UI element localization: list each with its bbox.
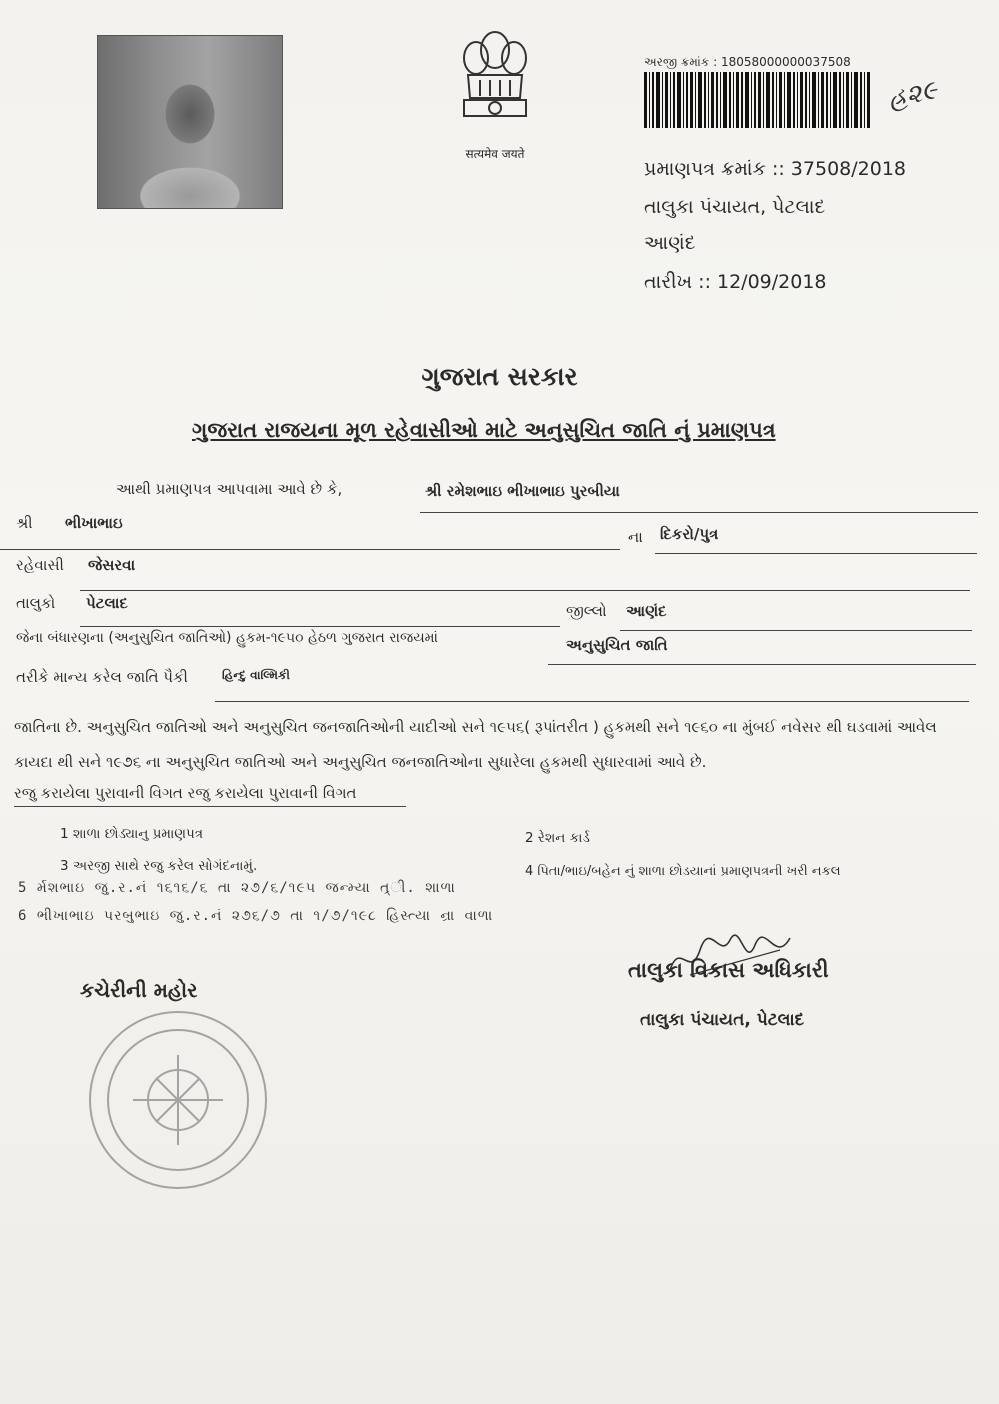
issuing-place: આણંદ [644, 232, 696, 254]
relation-underline [655, 553, 977, 554]
applicant-name: શ્રી રમેશભાઇ ભીખાભાઇ પુરબીયા [425, 482, 620, 500]
village-underline [80, 590, 970, 591]
village: જેસરવા [88, 556, 136, 574]
district: આણંદ [626, 602, 667, 620]
emblem-motto: सत्यमेव जयते [465, 147, 525, 161]
barcode [644, 72, 870, 128]
handwritten-note: હ્ર૨૯ [885, 75, 940, 115]
applicant-photo [97, 35, 283, 209]
taluka-label: તાલુકો [16, 594, 56, 612]
evidence-heading: રજુ કરાયેલા પુરાવાની વિગત રજુ કરાયેલા પુરાવાની વિગત [14, 784, 357, 802]
constitution-label: જેના બંધારણના (અનુસુચિત જાતિઓ) હુકમ-૧૯૫૦ હેઠળ ગુજરાત રાજયમાં [16, 630, 438, 646]
category-underline [548, 664, 976, 665]
taluka-underline [80, 626, 560, 627]
father-name: ભીખાભાઇ [65, 514, 123, 532]
intro-label: આથી પ્રમાણપત્ર આપવામા આવે છે કે, [116, 480, 343, 498]
application-number: અરજી ક્રમાંક : 18058000000037508 [644, 55, 851, 69]
certificate-title: ગુજરાત રાજયના મૂળ રહેવાસીઓ માટે અનુસુચિત જાતિ નું પ્રમાણપત્ર [192, 418, 776, 442]
category: અનુસુચિત જાતિ [566, 636, 668, 654]
certificate-number: પ્રમાણપત્ર ક્રમાંક :: 37508/2018 [644, 158, 906, 180]
officer-office: તાલુકા પંચાયત, પેટલાદ [640, 1010, 805, 1030]
document-item: 2 રેશન કાર્ડ [525, 830, 590, 846]
document-item: 4 પિતા/ભાઇ/બહેન નું શાળા છોડયાનાં પ્રમાણપત્રની ખરી નકલ [525, 864, 841, 879]
document-item: 1 શાળા છોડ્યાનુ પ્રમાણપત્ર [60, 826, 204, 842]
relation: દિકરો/પુત્ર [660, 525, 719, 543]
government-heading: ગુજરાત સરકાર [421, 362, 578, 391]
father-underline [0, 549, 620, 550]
district-underline [620, 630, 972, 631]
document-item: 3 અરજી સાથે રજુ કરેલ સોગંદનામું. [60, 858, 258, 874]
seal-label: કચેરીની મહોર [80, 978, 198, 1002]
legal-paragraph: જાતિના છે. અનુસુચિત જાતિઓ અને અનુસુચિત જનજાતિઓની યાદીઓ સને ૧૯૫૬( રૂપાંતરીત ) હુકમથી સને ૧૯૬૦ ના મુંબઈ નવેસર થી ઘડવામાં આવેલ કાયદા થી સને ૧૯૭૬ ના અનુસુચિત જાતિઓ અને અનુસુચિત જનજાતિઓના સુધારેલા હુકમથી સુધારવામાં આવે છે. [14, 718, 937, 771]
handwritten-entry: 6 ભીખાભાઇ પરબુભાઇ જુ.ર.નં ૨૭૬/૭ તા ૧/૭/૧૯૮ હિસ્ત્યા ન્રા વાળા [18, 908, 494, 924]
district-label: જીલ્લો [566, 602, 607, 620]
name-underline [420, 512, 978, 513]
officer-designation: તાલુકા વિકાસ અધિકારી [628, 958, 829, 982]
caste: હિન્દુ વાલ્મિકી [222, 668, 290, 682]
office-seal [78, 1000, 278, 1200]
recognized-label: તરીકે માન્ય કરેલ જાતિ પૈકી [16, 668, 188, 686]
issuing-office: તાલુકા પંચાયત, પેટલાદ [644, 196, 826, 218]
handwritten-entry: 5 ર્મશભાઇ જુ.ર.નં ૧૬૧૬/૬ તા ૨૭/૬/૧૯૫ જન્મ્યા ત્ર્ી. શાળા [18, 880, 456, 896]
resident-label: રહેવાસી [16, 556, 64, 574]
of-label: ના [628, 528, 643, 546]
national-emblem-icon [450, 20, 540, 140]
caste-underline [215, 701, 969, 702]
taluka: પેટલાદ [86, 594, 128, 612]
shri-label: શ્રી [16, 514, 33, 532]
evidence-underline [14, 806, 406, 807]
issue-date: તારીખ :: 12/09/2018 [644, 271, 827, 293]
